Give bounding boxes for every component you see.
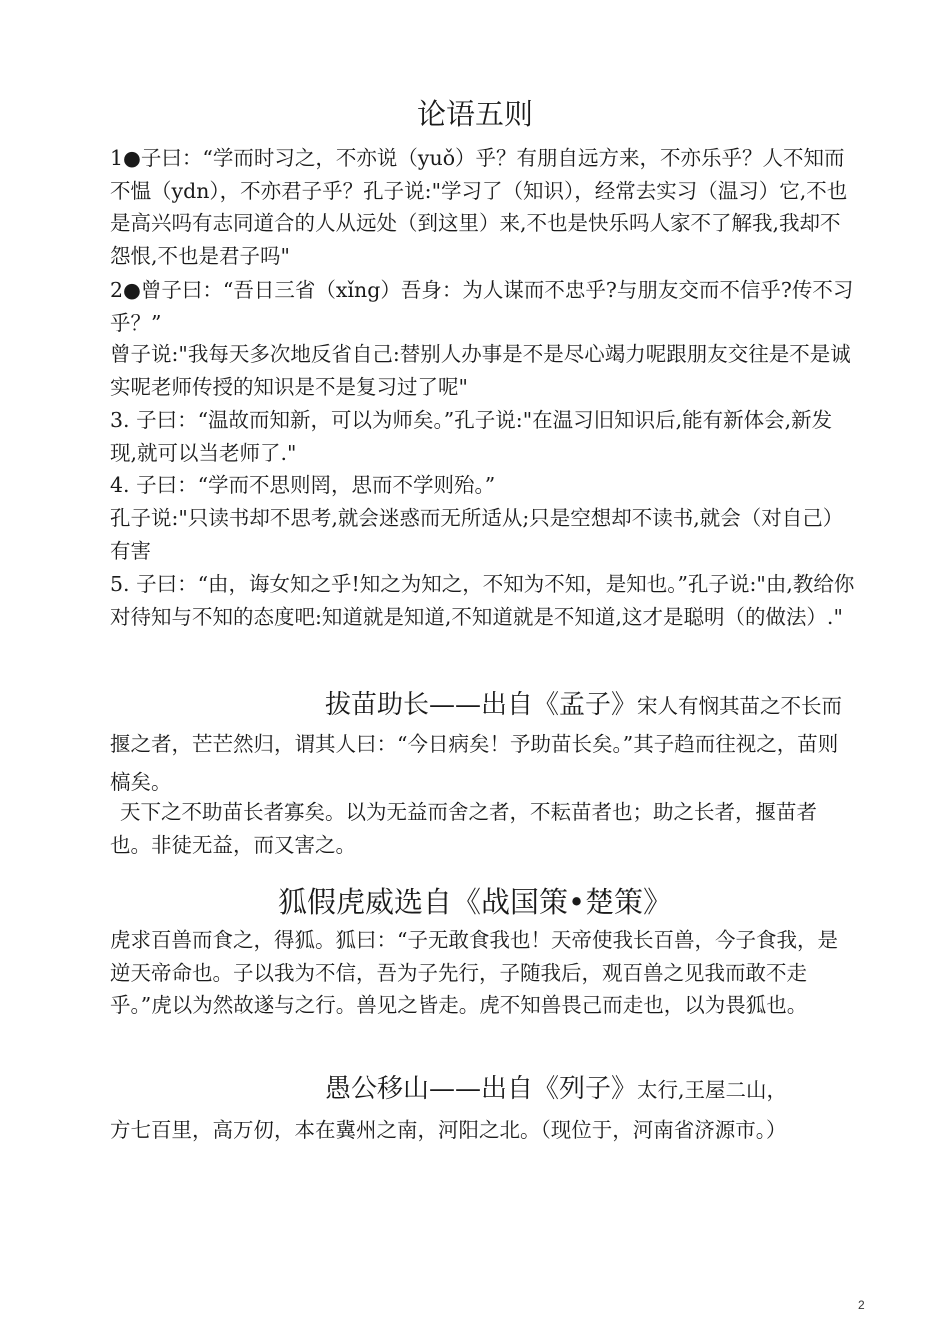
lunyu-item-5: 5. 子曰：“由，诲女知之乎!知之为知之，不知为不知，是知也。”孔子说:"由,教给你对待知与不知的态度吧:知道就是知道,不知道就是不知道,这才是聪明（的做法）."	[110, 572, 855, 629]
bamiao-title: 拔苗助长——出自《孟子》	[325, 690, 638, 720]
lunyu-title: 论语五则	[416, 97, 533, 131]
hujia-title: 狐假虎威选自《战国策•楚策》	[277, 885, 673, 919]
hujia-paragraph: 虎求百兽而食之，得狐。狐曰：“子无敢食我也！天帝使我长百兽，今子食我，是逆天帝命也。子以我为不信，吾为子先行，子随我后，观百兽之见我而敢不走乎。”虎以为然故遂与之行。兽见之皆走。虎不知兽畏己而走也，以为畏狐也。	[110, 928, 838, 1017]
yugong-heading-line	[110, 1070, 855, 1109]
lunyu-item-4-translation: 孔子说:"只读书却不思考,就会迷惑而无所适从;只是空想却不读书,就会（对自己）有害	[110, 506, 844, 563]
lunyu-item-2: 2●曾子曰：“吾日三省（xǐng）吾身：为人谋而不忠乎?与朋友交而不信乎?传不习乎？”	[110, 278, 854, 335]
yugong-paragraph-start: 太行,王屋二山，	[637, 1078, 788, 1102]
page-number: 2	[858, 1298, 865, 1312]
lunyu-item-3: 3. 子曰：“温故而知新，可以为师矣。”孔子说:"在温习旧知识后,能有新体会,新发现,就可以当老师了."	[110, 408, 833, 465]
lunyu-item-2-translation: 曾子说:"我每天多次地反省自己:替别人办事是不是尽心竭力呢跟朋友交往是不是诚实呢老师传授的知识是不是复习过了呢"	[110, 342, 851, 399]
yugong-title: 愚公移山——出自《列子》	[325, 1074, 638, 1104]
bamiao-paragraph-1: 宋人有悯其苗之不长而揠之者，芒芒然归，谓其人曰：“今日病矣！予助苗长矣。”其子趋而往视之，苗则槁矣。	[110, 694, 843, 794]
bamiao-paragraph-2: 天下之不助苗长者寡矣。以为无益而舍之者，不耘苗者也；助之长者，揠苗者也。非徒无益，而又害之。	[110, 800, 817, 857]
bamiao-section	[110, 686, 855, 801]
lunyu-item-4: 4. 子曰：“学而不思则罔，思而不学则殆。”	[110, 473, 496, 497]
lunyu-item-1: 1●子曰：“学而时习之，不亦说（yuǒ）乎？有朋自远方来，不亦乐乎？人不知而不愠（ydn），不亦君子乎？孔子说:"学习了（知识），经常去实习（温习）它,不也是高兴吗有志同道合的人从远处（到这里）来,不也是快乐吗人家不了解我,我却不怨恨,不也是君子吗"	[110, 146, 848, 268]
yugong-paragraph-rest: 方七百里，高万仞，本在冀州之南，河阳之北。（现位于，河南省济源市。）	[110, 1118, 787, 1142]
